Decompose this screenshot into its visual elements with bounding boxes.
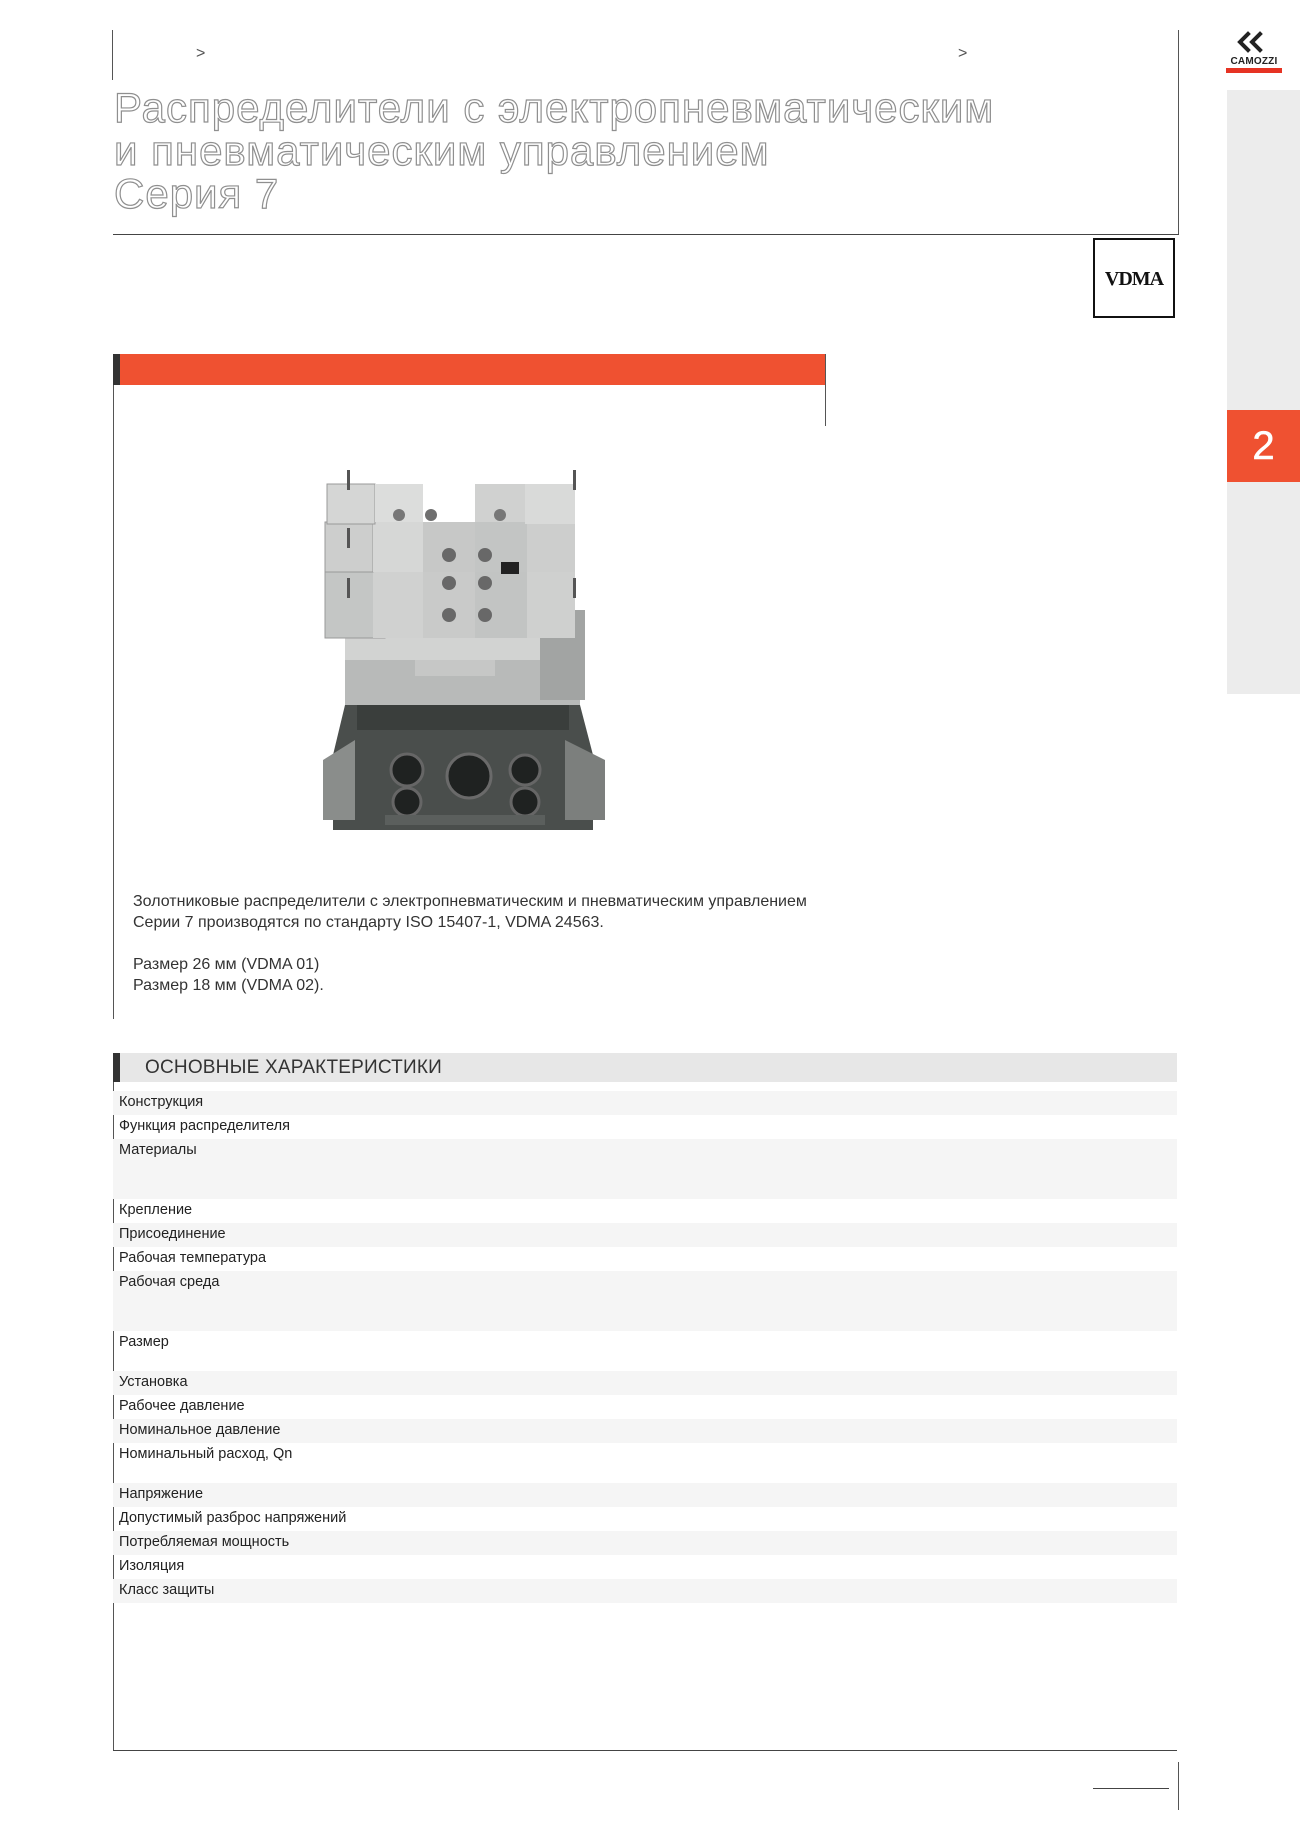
- spec-row: [113, 1443, 1177, 1483]
- spec-row: [113, 1199, 1177, 1223]
- spec-label: Присоединение: [119, 1226, 226, 1242]
- frame-left-top: [112, 30, 113, 80]
- specs-section-marker: [113, 1053, 120, 1082]
- title-line-1: Распределители с электропневматическим: [114, 84, 995, 131]
- spec-row: [113, 1419, 1177, 1443]
- spec-label: Класс защиты: [119, 1582, 215, 1598]
- title-line-3: Серия 7: [114, 170, 280, 217]
- brand-accent-bar: [1226, 68, 1282, 73]
- chapter-tab[interactable]: 2: [1227, 410, 1300, 482]
- spec-label: Рабочее давление: [119, 1398, 245, 1414]
- spec-label: Допустимый разброс напряжений: [119, 1510, 347, 1526]
- size-line-26: Размер 26 мм (VDMA 01): [133, 956, 320, 973]
- spec-label: Крепление: [119, 1202, 193, 1218]
- spec-row: [113, 1247, 1177, 1271]
- spec-row: [113, 1223, 1177, 1247]
- intro-text: [133, 891, 813, 1017]
- spec-row: [113, 1091, 1177, 1115]
- spec-row: [113, 1331, 1177, 1371]
- spec-label: Конструкция: [119, 1094, 204, 1110]
- breadcrumb-marker-left: >: [196, 45, 206, 62]
- page-bottom-right: [1178, 1762, 1179, 1810]
- spec-label: Функция распределителя: [119, 1118, 290, 1134]
- spec-row: [113, 1395, 1177, 1419]
- intro-paragraph: Золотниковые распределители с электропневматическим и пневматическим управлением Серии 7 производятся по стандарту ISO 15407-1, VDMA 24563.: [133, 893, 807, 931]
- vdma-badge: [1093, 238, 1175, 318]
- intro-box-right: [825, 354, 826, 426]
- intro-box-left: [113, 385, 114, 1019]
- frame-right-title: [1178, 30, 1179, 234]
- page-number-line: [1093, 1788, 1169, 1789]
- title-underline: [113, 234, 1179, 235]
- spec-row: [113, 1507, 1177, 1531]
- spec-label: Номинальное давление: [119, 1422, 281, 1438]
- page-title: [114, 86, 994, 215]
- spec-row: [113, 1483, 1177, 1507]
- spec-label: Установка: [119, 1374, 188, 1390]
- intro-header-bar: [113, 354, 825, 385]
- sidebar-tab-strip: [1227, 90, 1300, 694]
- spec-label: Размер: [119, 1334, 169, 1350]
- intro-header-marker: [113, 354, 120, 385]
- spec-row: [113, 1271, 1177, 1331]
- intro-sizes: [133, 954, 813, 996]
- spec-row: [113, 1139, 1177, 1199]
- page-bottom-line: [113, 1750, 1177, 1751]
- spec-row: [113, 1531, 1177, 1555]
- spec-label: Материалы: [119, 1142, 197, 1158]
- spec-row: [113, 1115, 1177, 1139]
- size-line-18: Размер 18 мм (VDMA 02).: [133, 977, 324, 994]
- spec-label: Рабочая среда: [119, 1274, 220, 1290]
- spec-label: Рабочая температура: [119, 1250, 267, 1266]
- valve-product-image: [315, 470, 625, 840]
- spec-label: Номинальный расход, Qn: [119, 1446, 293, 1462]
- brand-name: CAMOZZI: [1230, 56, 1278, 67]
- spec-row: [113, 1555, 1177, 1579]
- spec-label: Изоляция: [119, 1558, 185, 1574]
- spec-row: [113, 1371, 1177, 1395]
- vdma-badge-label: VDMA: [1104, 268, 1164, 290]
- spec-label: Потребляемая мощность: [119, 1534, 290, 1550]
- spec-label: Напряжение: [119, 1486, 204, 1502]
- breadcrumb-marker-right: >: [958, 45, 968, 62]
- spec-row: [113, 1579, 1177, 1603]
- title-line-2: и пневматическим управлением: [114, 127, 770, 174]
- specs-section-title: ОСНОВНЫЕ ХАРАКТЕРИСТИКИ: [145, 1057, 442, 1078]
